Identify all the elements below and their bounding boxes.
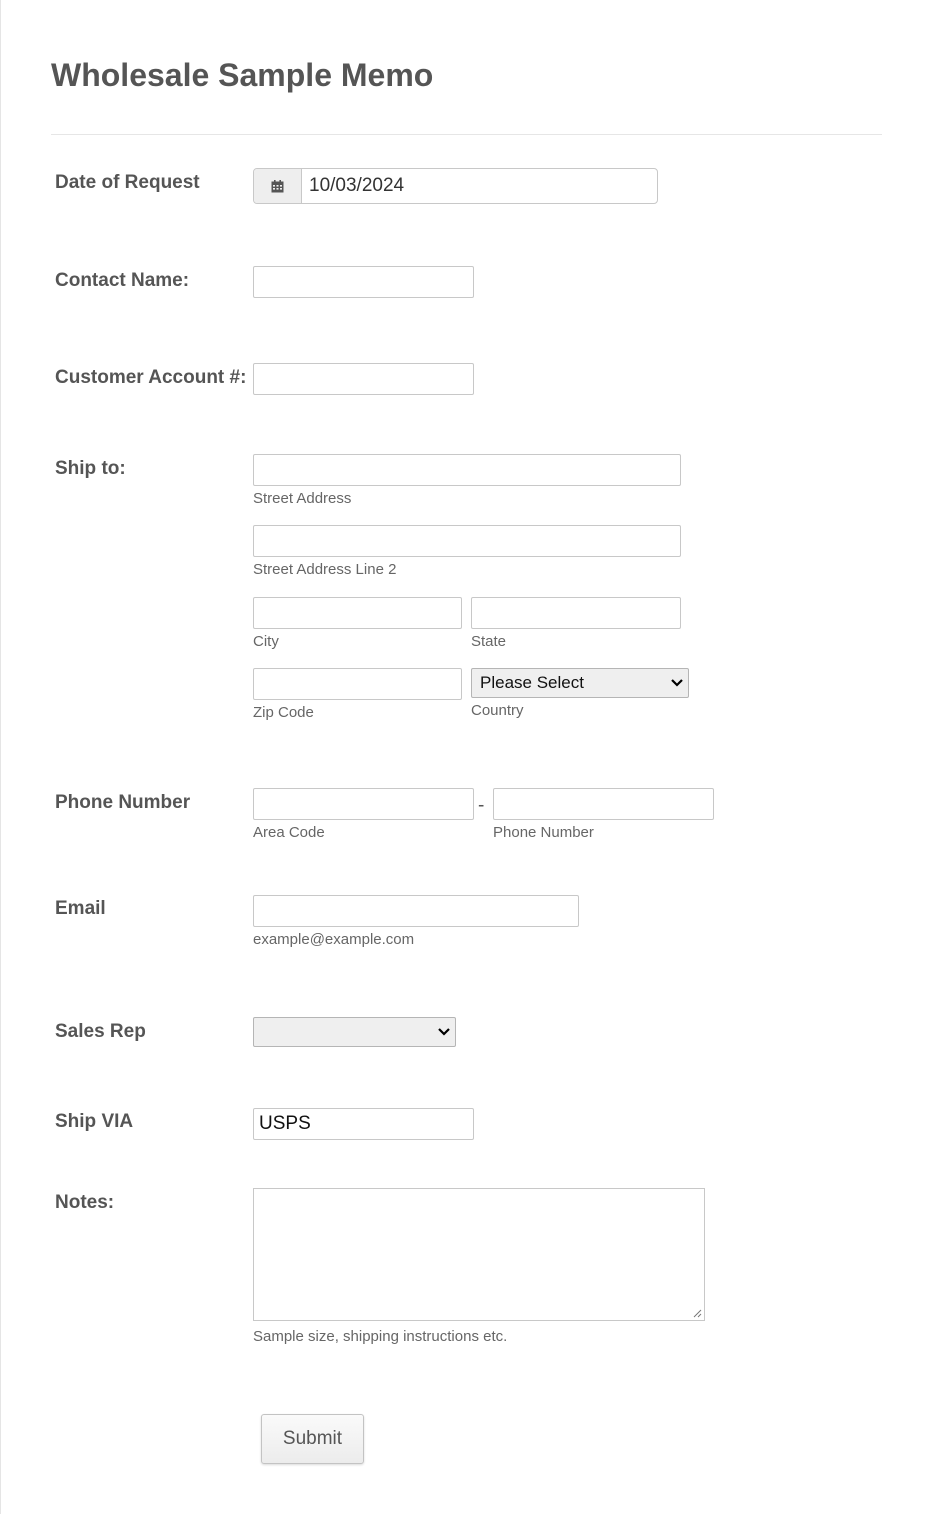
area-code-input[interactable]	[253, 788, 474, 820]
street-address-input[interactable]	[253, 454, 681, 486]
state-input[interactable]	[471, 597, 681, 629]
phone-number-input[interactable]	[493, 788, 714, 820]
calendar-icon[interactable]	[254, 169, 302, 203]
ship-via-label: Ship VIA	[55, 1111, 134, 1132]
email-input[interactable]	[253, 895, 579, 927]
street-address-sublabel: Street Address	[253, 490, 352, 507]
date-of-request-field[interactable]	[253, 168, 658, 204]
street-address-line2-input[interactable]	[253, 525, 681, 557]
ship-via-input[interactable]: USPS	[253, 1108, 474, 1140]
resize-grip-icon[interactable]	[692, 1308, 702, 1318]
country-selected-value: Please Select	[480, 673, 584, 692]
zip-code-input[interactable]	[253, 668, 462, 700]
street-address-line2-sublabel: Street Address Line 2	[253, 561, 397, 578]
date-of-request-label: Date of Request	[55, 172, 200, 193]
area-code-sublabel: Area Code	[253, 824, 325, 841]
date-of-request-input[interactable]: 10/03/2024	[309, 175, 405, 196]
chevron-down-icon	[671, 679, 683, 687]
phone-number-sublabel: Phone Number	[493, 824, 594, 841]
customer-account-input[interactable]	[253, 363, 474, 395]
phone-number-label: Phone Number	[55, 792, 191, 813]
country-sublabel: Country	[471, 702, 524, 719]
country-select[interactable]	[471, 668, 689, 698]
notes-textarea[interactable]	[253, 1188, 705, 1321]
city-sublabel: City	[253, 633, 279, 650]
title-divider	[51, 134, 882, 135]
customer-account-label: Customer Account #:	[55, 367, 247, 388]
sales-rep-label: Sales Rep	[55, 1021, 146, 1042]
state-sublabel: State	[471, 633, 507, 650]
ship-to-label: Ship to:	[55, 458, 126, 479]
city-input[interactable]	[253, 597, 462, 629]
chevron-down-icon	[438, 1028, 450, 1036]
email-label: Email	[55, 898, 106, 919]
contact-name-input[interactable]	[253, 266, 474, 298]
phone-separator: -	[478, 795, 485, 816]
email-sublabel: example@example.com	[253, 931, 415, 948]
notes-sublabel: Sample size, shipping instructions etc.	[253, 1328, 508, 1345]
form-title: Wholesale Sample Memo	[51, 57, 434, 93]
contact-name-label: Contact Name:	[55, 270, 190, 291]
notes-label: Notes:	[55, 1192, 115, 1213]
zip-code-sublabel: Zip Code	[253, 704, 314, 721]
sales-rep-select[interactable]	[253, 1017, 456, 1047]
submit-button[interactable]: Submit	[261, 1414, 364, 1464]
